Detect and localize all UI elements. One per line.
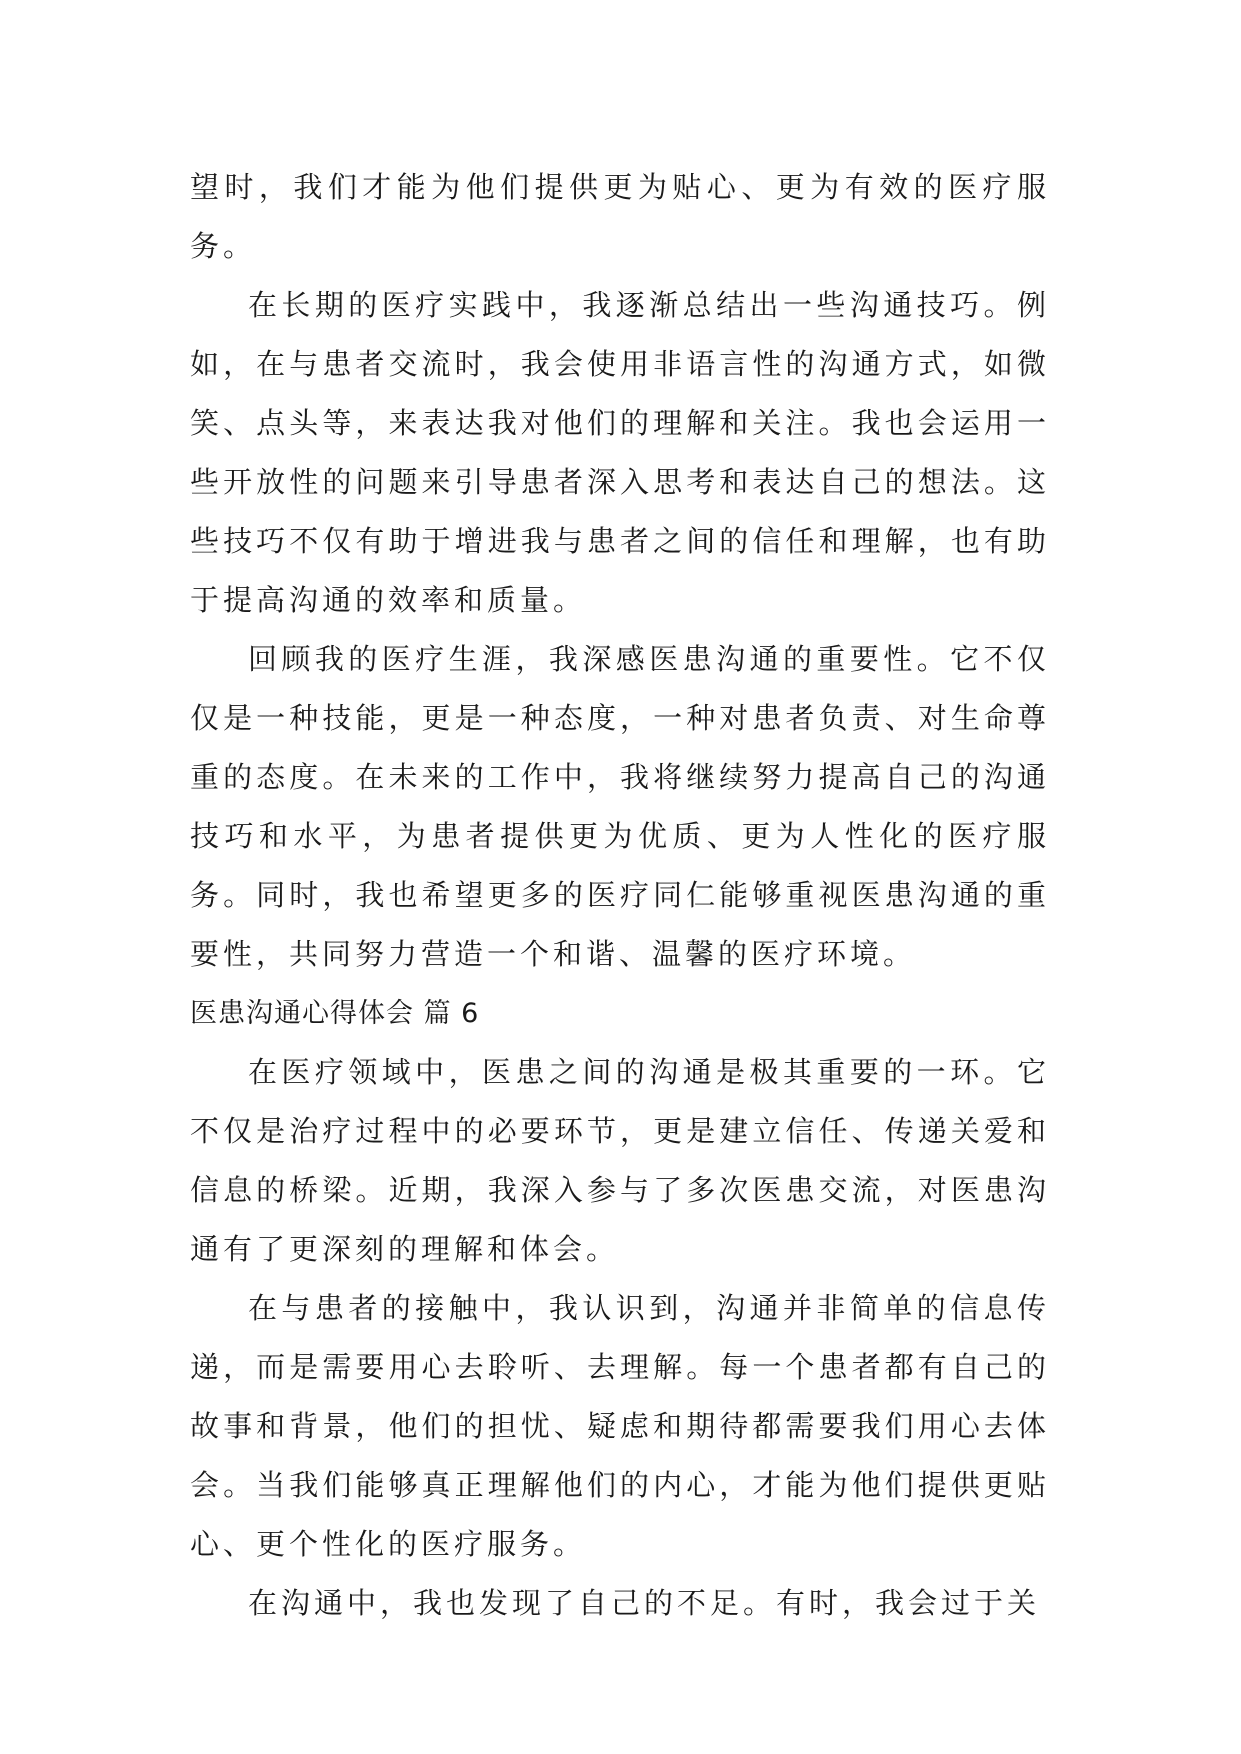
paragraph-communication-skills: 在长期的医疗实践中，我逐渐总结出一些沟通技巧。例如，在与患者交流时，我会使用非语言性的沟通方式，如微笑、点头等，来表达我对他们的理解和关注。我也会运用一些开放性的问题来引导患者深入思考和表达自己的想法。这些技巧不仅有助于增进我与患者之间的信任和理解，也有助于提高沟通的效率和质量。 xyxy=(190,288,1050,617)
paragraph-career-review: 回顾我的医疗生涯，我深感医患沟通的重要性。它不仅仅是一种技能，更是一种态度，一种对患者负责、对生命尊重的态度。在未来的工作中，我将继续努力提高自己的沟通技巧和水平，为患者提供更为优质、更为人性化的医疗服务。同时，我也希望更多的医疗同仁能够重视医患沟通的重要性，共同努力营造一个和谐、温馨的医疗环境。 xyxy=(190,642,1050,971)
section-heading: 医患沟通心得体会 篇 6 xyxy=(190,998,480,1029)
paragraph-patient-contact: 在与患者的接触中，我认识到，沟通并非简单的信息传递，而是需要用心去聆听、去理解。每一个患者都有自己的故事和背景，他们的担忧、疑虑和期待都需要我们用心去体会。当我们能够真正理解他们的内心，才能为他们提供更贴心、更个性化的医疗服务。 xyxy=(190,1291,1050,1561)
paragraph-shortcomings: 在沟通中，我也发现了自己的不足。有时，我会过于关 xyxy=(248,1586,1041,1620)
paragraph-section-intro: 在医疗领域中，医患之间的沟通是极其重要的一环。它不仅是治疗过程中的必要环节，更是建立信任、传递关爱和信息的桥梁。近期，我深入参与了多次医患交流，对医患沟通有了更深刻的理解和体会。 xyxy=(190,1055,1050,1266)
paragraph-continued: 望时，我们才能为他们提供更为贴心、更为有效的医疗服务。 xyxy=(190,170,1050,263)
document-body xyxy=(190,158,1050,1633)
